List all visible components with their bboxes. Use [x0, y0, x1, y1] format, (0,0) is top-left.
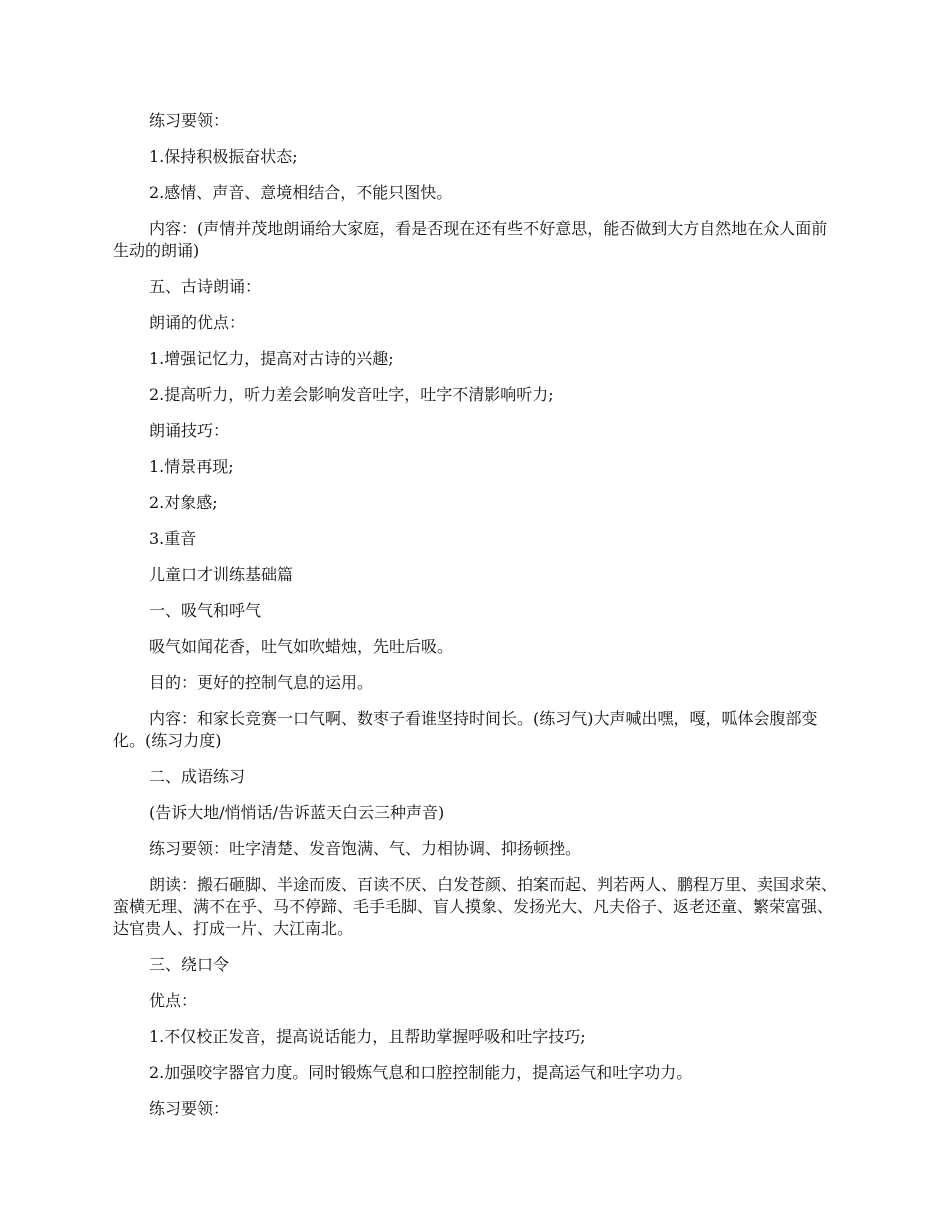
document-page	[113, 110, 843, 1134]
paragraph: 1.情景再现;	[149, 457, 234, 476]
paragraph: 3.重音	[149, 529, 197, 548]
section-heading: 三、绕口令	[149, 955, 230, 974]
paragraph: 1.不仅校正发音，提高说话能力，且帮助掌握呼吸和吐字技巧;	[149, 1027, 586, 1046]
paragraph: 1.增强记忆力，提高对古诗的兴趣;	[149, 349, 394, 368]
paragraph: (告诉大地/悄悄话/告诉蓝天白云三种声音)	[149, 803, 445, 822]
paragraph: 1.保持积极振奋状态;	[149, 147, 298, 166]
document-title: 儿童口才训练基础篇	[149, 565, 294, 584]
paragraph: 朗读：搬石砸脚、半途而废、百读不厌、白发苍颜、拍案而起、判若两人、鹏程万里、卖国求荣、蛮横无理、满不在乎、马不停蹄、毛手毛脚、盲人摸象、发扬光大、凡夫俗子、返老还童、繁荣富强、达官贵人、打成一片、大江南北。	[113, 875, 838, 938]
paragraph: 朗诵技巧：	[149, 421, 230, 440]
paragraph: 吸气如闻花香，吐气如吹蜡烛，先吐后吸。	[149, 637, 454, 656]
paragraph: 目的：更好的控制气息的运用。	[149, 673, 374, 692]
paragraph: 练习要领：吐字清楚、发音饱满、气、力相协调、抑扬顿挫。	[149, 839, 582, 858]
paragraph: 内容：和家长竞赛一口气啊、数枣子看谁坚持时间长。(练习气)大声喊出嘿，嘎，呱体会腹部变化。(练习力度)	[113, 709, 818, 750]
paragraph: 练习要领：	[149, 111, 230, 130]
paragraph: 2.加强咬字器官力度。同时锻炼气息和口腔控制能力，提高运气和吐字功力。	[149, 1063, 693, 1082]
paragraph: 练习要领：	[149, 1099, 230, 1118]
section-heading: 五、古诗朗诵：	[149, 277, 262, 296]
paragraph: 2.对象感;	[149, 493, 218, 512]
section-heading: 二、成语练习	[149, 767, 246, 786]
paragraph: 朗诵的优点：	[149, 313, 246, 332]
paragraph: 优点：	[149, 991, 198, 1010]
paragraph: 内容：(声情并茂地朗诵给大家庭，看是否现在还有些不好意思，能否做到大方自然地在众人面前生动的朗诵)	[113, 219, 828, 260]
paragraph: 2.感情、声音、意境相结合，不能只图快。	[149, 183, 453, 202]
paragraph: 2.提高听力，听力差会影响发音吐字，吐字不清影响听力;	[149, 385, 554, 404]
section-heading: 一、吸气和呼气	[149, 601, 262, 620]
